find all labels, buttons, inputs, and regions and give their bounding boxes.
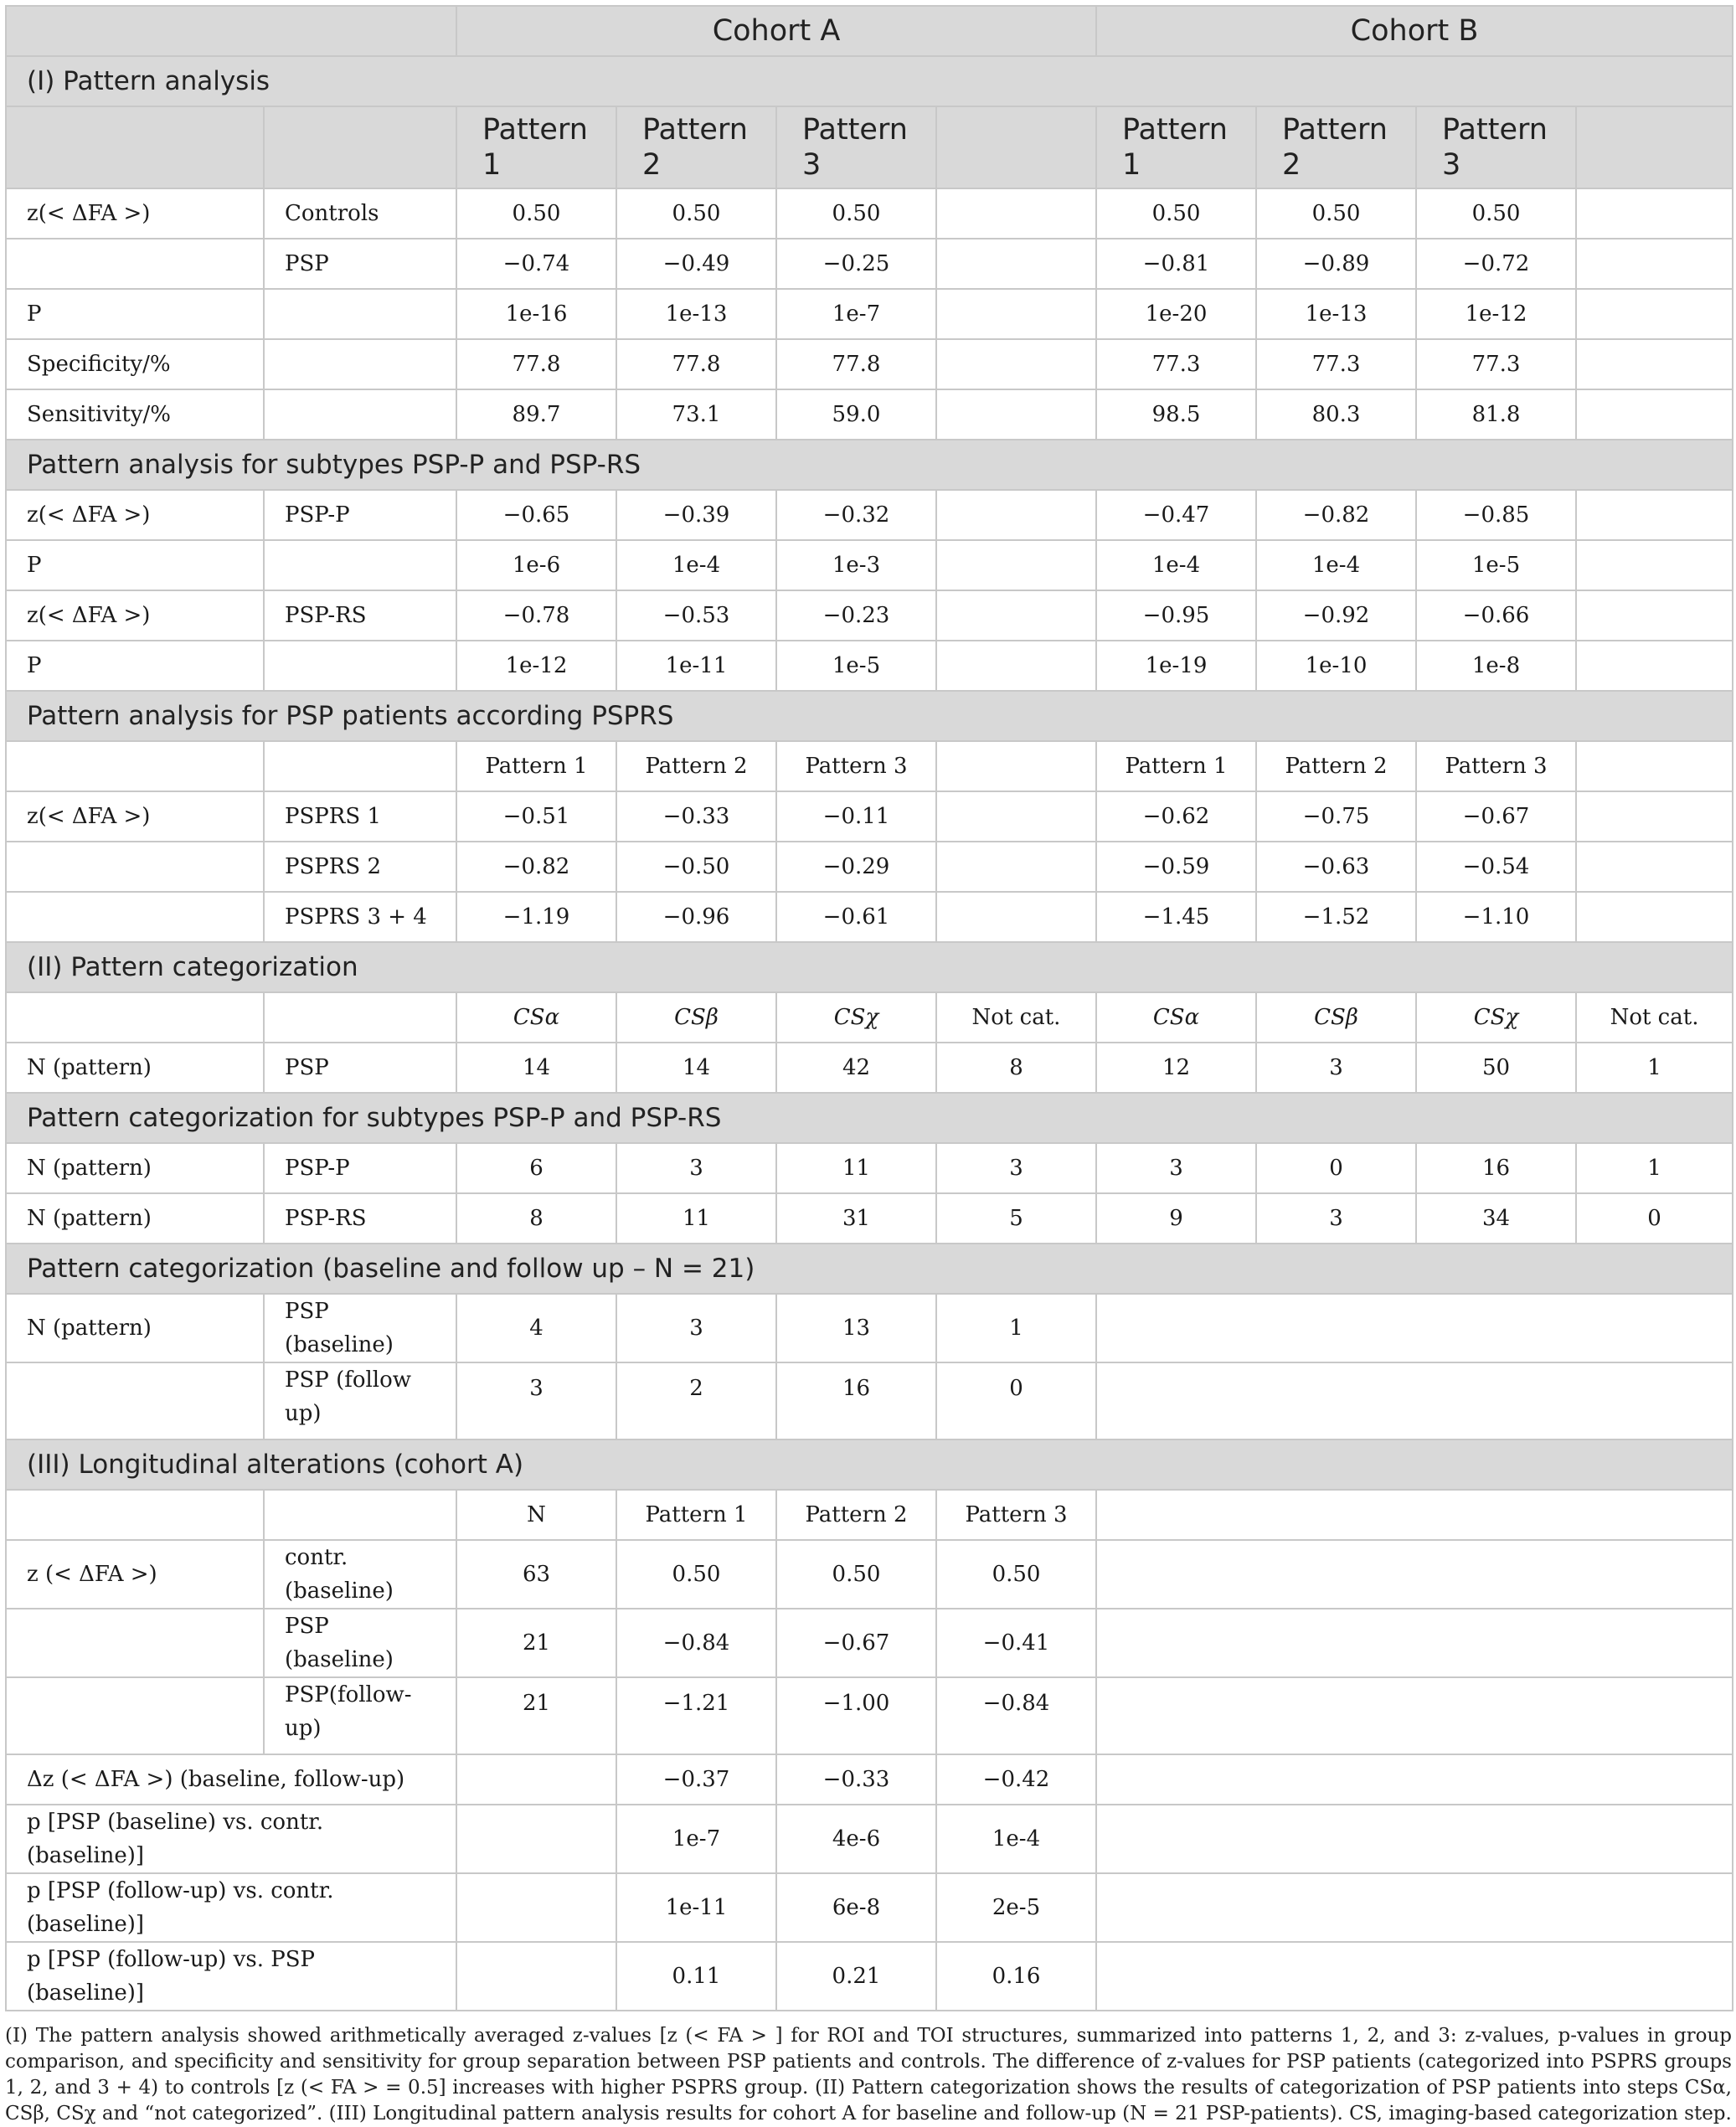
cell: 50 xyxy=(1416,1043,1576,1093)
column-header: Pattern 1 xyxy=(616,1490,776,1540)
column-header: CSχ xyxy=(776,992,936,1043)
section-row xyxy=(6,56,1733,106)
row-label: z(< ΔFA >) xyxy=(6,490,264,540)
cell: −0.62 xyxy=(1096,791,1256,842)
table-row xyxy=(6,1805,1733,1873)
cell: 1e-6 xyxy=(456,540,616,590)
cell: 16 xyxy=(1416,1143,1576,1193)
row-label xyxy=(6,1677,264,1754)
table-row xyxy=(6,1754,1733,1805)
group-label: PSPRS 1 xyxy=(264,791,456,842)
cell: 0.21 xyxy=(776,1942,936,2011)
cell: 2e-5 xyxy=(936,1873,1096,1942)
cell: 77.3 xyxy=(1096,339,1256,389)
table-row xyxy=(6,1193,1733,1244)
cell: 1e-19 xyxy=(1096,641,1256,691)
table-row xyxy=(6,1362,1733,1439)
cell: −0.84 xyxy=(936,1677,1096,1754)
cell: 0.50 xyxy=(1256,188,1416,239)
row-label: P xyxy=(6,289,264,339)
row-label: N (pattern) xyxy=(6,1193,264,1244)
cell: 0 xyxy=(936,1362,1096,1439)
group-label: contr.(baseline) xyxy=(264,1540,456,1609)
table-footnote: (I) The pattern analysis showed arithmetically averaged z-values [z (< FA > ] for ROI and TOI structures, summarized into patterns 1, 2, and 3: z-values, p-values in group comparison, and specificity and sensitivity for group separation between PSP patients and controls. The difference of z-values for PSP patients (categorized into PSPRS groups 1, 2, and 3 + 4) to controls [z (< FA > = 0.5] increases with higher PSPRS group. (II) Pattern categorization shows the results of categorization of PSP patients into steps CSα, CSβ, CSχ and “not categorized”. (III) Longitudinal pattern analysis results for cohort A for baseline and follow-up (N = 21 PSP-patients). CS, imaging-based categorization step. xyxy=(5,2025,1732,2124)
cell: 1e-4 xyxy=(1256,540,1416,590)
column-header: Pattern 2 xyxy=(776,1490,936,1540)
cell: 1e-8 xyxy=(1416,641,1576,691)
cell: 11 xyxy=(776,1143,936,1193)
cell: 8 xyxy=(456,1193,616,1244)
cell: 31 xyxy=(776,1193,936,1244)
cell: −0.75 xyxy=(1256,791,1416,842)
cell: 1e-20 xyxy=(1096,289,1256,339)
column-header: Pattern 1 xyxy=(456,741,616,791)
cell: 12 xyxy=(1096,1043,1256,1093)
cell: 1e-13 xyxy=(1256,289,1416,339)
column-header: N xyxy=(456,1490,616,1540)
cell: −0.51 xyxy=(456,791,616,842)
cell: −0.66 xyxy=(1416,590,1576,641)
cell: −0.78 xyxy=(456,590,616,641)
cell: 3 xyxy=(456,1362,616,1439)
cell: 1e-11 xyxy=(616,1873,776,1942)
column-header: CSβ xyxy=(616,992,776,1043)
cell: 3 xyxy=(1256,1193,1416,1244)
cell: 42 xyxy=(776,1043,936,1093)
group-label xyxy=(264,641,456,691)
cell: −0.33 xyxy=(616,791,776,842)
row-label: z(< ΔFA >) xyxy=(6,791,264,842)
column-header: CSα xyxy=(1096,992,1256,1043)
cell: 8 xyxy=(936,1043,1096,1093)
cell: −0.85 xyxy=(1416,490,1576,540)
group-label xyxy=(264,540,456,590)
row-label: Specificity/% xyxy=(6,339,264,389)
group-label: PSP-RS xyxy=(264,590,456,641)
cell: 1e-12 xyxy=(1416,289,1576,339)
cell: 3 xyxy=(936,1143,1096,1193)
cell: −0.32 xyxy=(776,490,936,540)
group-label: PSP(follow-up) xyxy=(264,1677,456,1754)
row-label: z (< ΔFA >) xyxy=(6,1540,264,1609)
cell: 1e-3 xyxy=(776,540,936,590)
group-label: PSP xyxy=(264,1043,456,1093)
cell: 6e-8 xyxy=(776,1873,936,1942)
cell: −0.59 xyxy=(1096,842,1256,892)
subheader-row xyxy=(6,1490,1733,1540)
group-label: PSPRS 3 + 4 xyxy=(264,892,456,942)
pattern-header-row xyxy=(6,106,1733,188)
table-row xyxy=(6,842,1733,892)
cell: −0.29 xyxy=(776,842,936,892)
cell: −1.00 xyxy=(776,1677,936,1754)
cell: 1e-16 xyxy=(456,289,616,339)
cell: −0.67 xyxy=(776,1609,936,1677)
table-row xyxy=(6,1873,1733,1942)
cell: −0.23 xyxy=(776,590,936,641)
results-table xyxy=(5,5,1733,2011)
cell: 0 xyxy=(1256,1143,1416,1193)
group-label xyxy=(264,339,456,389)
cell: −0.92 xyxy=(1256,590,1416,641)
cell: 1e-4 xyxy=(1096,540,1256,590)
pattern-header: Pattern 1 xyxy=(1096,106,1256,188)
table-row xyxy=(6,540,1733,590)
table-row xyxy=(6,188,1733,239)
cell: 0.50 xyxy=(936,1540,1096,1609)
table-row xyxy=(6,289,1733,339)
cell: 1e-11 xyxy=(616,641,776,691)
cell: 1 xyxy=(936,1294,1096,1362)
cell: −0.54 xyxy=(1416,842,1576,892)
cell: −1.10 xyxy=(1416,892,1576,942)
row-label: p [PSP (follow-up) vs. contr. (baseline)] xyxy=(6,1873,456,1942)
subheader-row xyxy=(6,992,1733,1043)
group-label xyxy=(264,389,456,440)
cell: 0.50 xyxy=(616,1540,776,1609)
column-header: Pattern 1 xyxy=(1096,741,1256,791)
cell: 1e-10 xyxy=(1256,641,1416,691)
table-row xyxy=(6,1609,1733,1677)
cell: −0.63 xyxy=(1256,842,1416,892)
row-label xyxy=(6,239,264,289)
column-header: Not cat. xyxy=(1576,992,1733,1043)
section-row xyxy=(6,1439,1733,1490)
table-row xyxy=(6,389,1733,440)
row-label xyxy=(6,1609,264,1677)
row-label: P xyxy=(6,540,264,590)
table-row xyxy=(6,892,1733,942)
row-label xyxy=(6,842,264,892)
row-label: z(< ΔFA >) xyxy=(6,188,264,239)
table-row xyxy=(6,1143,1733,1193)
cell: −0.72 xyxy=(1416,239,1576,289)
cell: 14 xyxy=(456,1043,616,1093)
row-label: Δz (< ΔFA >) (baseline, follow-up) xyxy=(6,1754,456,1805)
section-row xyxy=(6,440,1733,490)
cell: 0.50 xyxy=(456,188,616,239)
row-label: z(< ΔFA >) xyxy=(6,590,264,641)
cell: −0.84 xyxy=(616,1609,776,1677)
cell: 3 xyxy=(1256,1043,1416,1093)
cell: 14 xyxy=(616,1043,776,1093)
cell: 0.11 xyxy=(616,1942,776,2011)
cell: −0.82 xyxy=(456,842,616,892)
cell: 0.50 xyxy=(616,188,776,239)
row-label: N (pattern) xyxy=(6,1294,264,1362)
cell: 1 xyxy=(1576,1043,1733,1093)
group-label: PSP xyxy=(264,239,456,289)
cell: 77.3 xyxy=(1416,339,1576,389)
cell: −1.45 xyxy=(1096,892,1256,942)
cell: 77.3 xyxy=(1256,339,1416,389)
section-row xyxy=(6,1244,1733,1294)
table-row xyxy=(6,590,1733,641)
pattern-header: Pattern 1 xyxy=(456,106,616,188)
cell: −0.11 xyxy=(776,791,936,842)
table-row xyxy=(6,1942,1733,2011)
cell: 59.0 xyxy=(776,389,936,440)
column-header: Not cat. xyxy=(936,992,1096,1043)
cell: −0.82 xyxy=(1256,490,1416,540)
table-row xyxy=(6,791,1733,842)
cell: −0.41 xyxy=(936,1609,1096,1677)
column-header: Pattern 3 xyxy=(776,741,936,791)
cell: 1e-12 xyxy=(456,641,616,691)
pattern-header: Pattern 3 xyxy=(1416,106,1576,188)
cell: 77.8 xyxy=(456,339,616,389)
cell: 9 xyxy=(1096,1193,1256,1244)
cell: 0.16 xyxy=(936,1942,1096,2011)
cell: −0.25 xyxy=(776,239,936,289)
cell: −0.67 xyxy=(1416,791,1576,842)
cell: −0.42 xyxy=(936,1754,1096,1805)
cell: 4 xyxy=(456,1294,616,1362)
cell: 34 xyxy=(1416,1193,1576,1244)
section-row xyxy=(6,691,1733,741)
cell: 1 xyxy=(1576,1143,1733,1193)
cell: 1e-5 xyxy=(776,641,936,691)
cell: 5 xyxy=(936,1193,1096,1244)
cell: 21 xyxy=(456,1677,616,1754)
group-label: PSPRS 2 xyxy=(264,842,456,892)
cell: 3 xyxy=(1096,1143,1256,1193)
table-row xyxy=(6,239,1733,289)
cell: 0 xyxy=(1576,1193,1733,1244)
row-label: N (pattern) xyxy=(6,1143,264,1193)
group-label: PSP (follow up) xyxy=(264,1362,456,1439)
cohort-a-header: Cohort A xyxy=(456,6,1096,56)
row-label: p [PSP (baseline) vs. contr. (baseline)] xyxy=(6,1805,456,1873)
column-header: CSβ xyxy=(1256,992,1416,1043)
table-container xyxy=(5,5,1732,2127)
table-row xyxy=(6,1043,1733,1093)
row-label xyxy=(6,1362,264,1439)
row-label: N (pattern) xyxy=(6,1043,264,1093)
cell: −0.50 xyxy=(616,842,776,892)
cell: 0.50 xyxy=(776,1540,936,1609)
section-title: (I) Pattern analysis xyxy=(6,56,1733,106)
cell: 0.50 xyxy=(1096,188,1256,239)
table-row xyxy=(6,1677,1733,1754)
cell: −0.95 xyxy=(1096,590,1256,641)
cell: 3 xyxy=(616,1294,776,1362)
column-header: Pattern 3 xyxy=(936,1490,1096,1540)
cell: −0.74 xyxy=(456,239,616,289)
section-title: Pattern categorization (baseline and follow up – N = 21) xyxy=(6,1244,1733,1294)
cell: −0.37 xyxy=(616,1754,776,1805)
cell: −1.19 xyxy=(456,892,616,942)
column-header: CSα xyxy=(456,992,616,1043)
section-title: (II) Pattern categorization xyxy=(6,942,1733,992)
table-row xyxy=(6,1294,1733,1362)
section-title: Pattern analysis for PSP patients according PSPRS xyxy=(6,691,1733,741)
cell: 1e-4 xyxy=(616,540,776,590)
pattern-header: Pattern 2 xyxy=(1256,106,1416,188)
cell: −0.61 xyxy=(776,892,936,942)
section-title: Pattern analysis for subtypes PSP-P and PSP-RS xyxy=(6,440,1733,490)
section-title: (III) Longitudinal alterations (cohort A) xyxy=(6,1439,1733,1490)
cell: −0.53 xyxy=(616,590,776,641)
cell: 13 xyxy=(776,1294,936,1362)
cell: −0.81 xyxy=(1096,239,1256,289)
column-header: CSχ xyxy=(1416,992,1576,1043)
cell: 1e-13 xyxy=(616,289,776,339)
cell: 16 xyxy=(776,1362,936,1439)
table-row xyxy=(6,339,1733,389)
table-row xyxy=(6,490,1733,540)
cell: −0.39 xyxy=(616,490,776,540)
cell: 0.50 xyxy=(776,188,936,239)
column-header: Pattern 2 xyxy=(1256,741,1416,791)
section-title: Pattern categorization for subtypes PSP-P and PSP-RS xyxy=(6,1093,1733,1143)
section-row xyxy=(6,1093,1733,1143)
cell: 80.3 xyxy=(1256,389,1416,440)
group-label: PSP-P xyxy=(264,1143,456,1193)
cohort-header-row xyxy=(6,6,1733,56)
cell: −0.47 xyxy=(1096,490,1256,540)
group-label: Controls xyxy=(264,188,456,239)
cell: −0.96 xyxy=(616,892,776,942)
cell: 21 xyxy=(456,1609,616,1677)
pattern-header: Pattern 2 xyxy=(616,106,776,188)
cell: 81.8 xyxy=(1416,389,1576,440)
cell: 1e-4 xyxy=(936,1805,1096,1873)
cell: 77.8 xyxy=(616,339,776,389)
group-label xyxy=(264,289,456,339)
cell: −1.52 xyxy=(1256,892,1416,942)
cell: −0.89 xyxy=(1256,239,1416,289)
cell: 1e-7 xyxy=(616,1805,776,1873)
group-label: PSP (baseline) xyxy=(264,1609,456,1677)
cohort-b-header: Cohort B xyxy=(1096,6,1733,56)
cell: 63 xyxy=(456,1540,616,1609)
group-label: PSP-P xyxy=(264,490,456,540)
cell: 77.8 xyxy=(776,339,936,389)
cell: −0.33 xyxy=(776,1754,936,1805)
cell: 89.7 xyxy=(456,389,616,440)
cell: 1e-7 xyxy=(776,289,936,339)
row-label: P xyxy=(6,641,264,691)
cell: −0.49 xyxy=(616,239,776,289)
cell: 6 xyxy=(456,1143,616,1193)
cell: 11 xyxy=(616,1193,776,1244)
column-header: Pattern 3 xyxy=(1416,741,1576,791)
row-label: p [PSP (follow-up) vs. PSP (baseline)] xyxy=(6,1942,456,2011)
cell: 0.50 xyxy=(1416,188,1576,239)
cell: 1e-5 xyxy=(1416,540,1576,590)
row-label: Sensitivity/% xyxy=(6,389,264,440)
cell: 98.5 xyxy=(1096,389,1256,440)
group-label: PSP (baseline) xyxy=(264,1294,456,1362)
table-row xyxy=(6,1540,1733,1609)
section-row xyxy=(6,942,1733,992)
row-label xyxy=(6,892,264,942)
column-header: Pattern 2 xyxy=(616,741,776,791)
cell: −1.21 xyxy=(616,1677,776,1754)
cell: 73.1 xyxy=(616,389,776,440)
subheader-row xyxy=(6,741,1733,791)
table-row xyxy=(6,641,1733,691)
pattern-header: Pattern 3 xyxy=(776,106,936,188)
group-label: PSP-RS xyxy=(264,1193,456,1244)
cell: 3 xyxy=(616,1143,776,1193)
cell: 2 xyxy=(616,1362,776,1439)
cell: −0.65 xyxy=(456,490,616,540)
cell: 4e-6 xyxy=(776,1805,936,1873)
